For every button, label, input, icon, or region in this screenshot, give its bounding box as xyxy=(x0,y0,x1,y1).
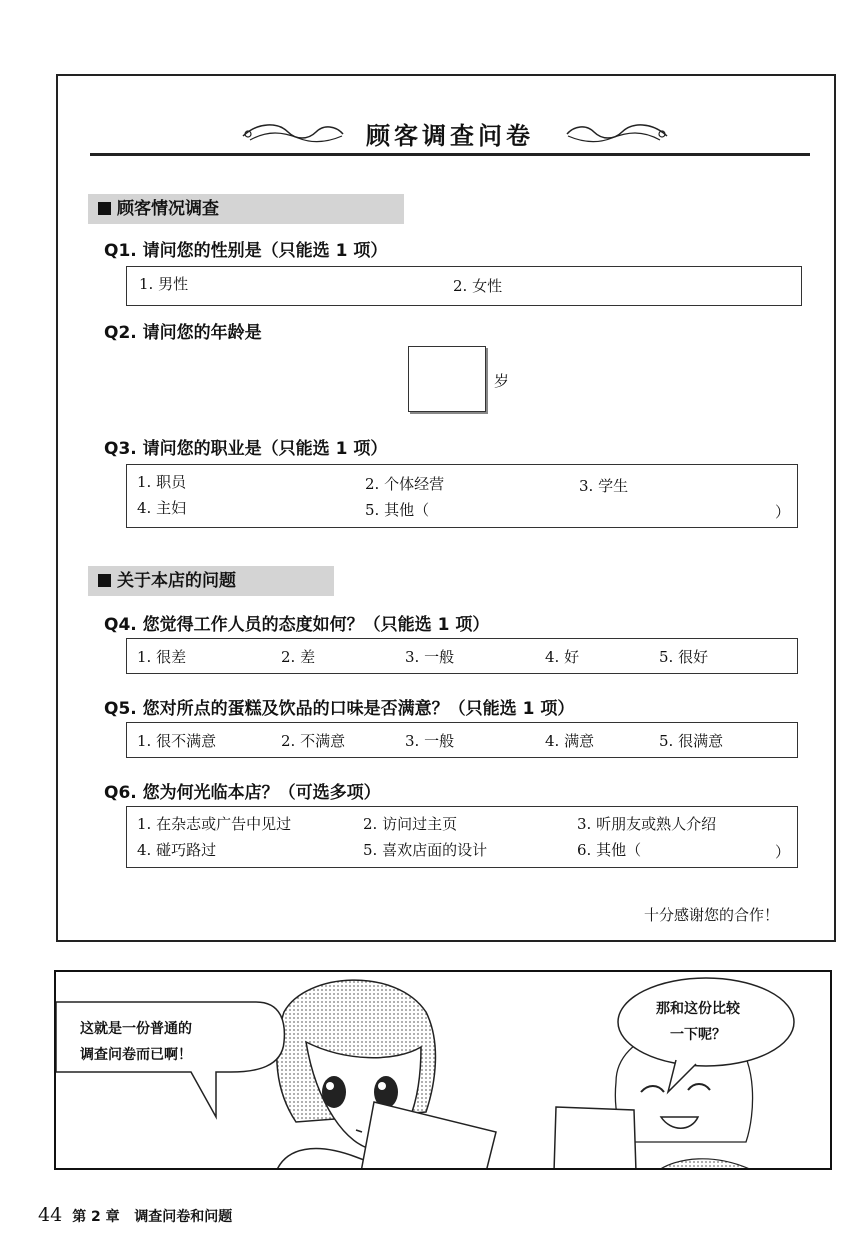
left-character-eye xyxy=(322,1076,346,1108)
q1-options-box xyxy=(126,266,802,306)
section-header-customer-info xyxy=(88,194,404,224)
q6-option[interactable]: 5. 喜欢店面的设计 xyxy=(363,841,488,859)
q5-option[interactable]: 1. 很不满意 xyxy=(137,732,217,750)
q4-options-box xyxy=(126,638,798,674)
left-bubble-line: 这就是一份普通的 xyxy=(80,1021,192,1037)
paper-right xyxy=(554,1107,636,1170)
q1-option[interactable]: 1. 男性 xyxy=(139,275,189,293)
q6-closing-paren: ） xyxy=(775,843,791,861)
q3-option-other[interactable]: 5. 其他（ xyxy=(365,501,430,519)
q4-option[interactable]: 4. 好 xyxy=(545,648,580,666)
q1-option[interactable]: 2. 女性 xyxy=(453,277,503,295)
page-footer xyxy=(38,1204,232,1226)
q4-option[interactable]: 5. 很好 xyxy=(659,648,709,666)
section-label: 顾客情况调查 xyxy=(117,199,219,219)
q5-option[interactable]: 5. 很满意 xyxy=(659,732,724,750)
q6-option[interactable]: 1. 在杂志或广告中见过 xyxy=(137,815,292,833)
q3-option[interactable]: 2. 个体经营 xyxy=(365,475,445,493)
q4-option[interactable]: 2. 差 xyxy=(281,648,316,666)
age-unit: 岁 xyxy=(494,372,510,390)
question-q6: Q6. 您为何光临本店？（可选多项） xyxy=(104,783,381,803)
q4-option[interactable]: 1. 很差 xyxy=(137,648,187,666)
q5-option[interactable]: 4. 满意 xyxy=(545,732,595,750)
section-header-store-questions xyxy=(88,566,334,596)
chapter-title: 调查问卷和问题 xyxy=(134,1209,233,1225)
chapter-number: 第 2 章 xyxy=(72,1209,120,1225)
q3-option[interactable]: 3. 学生 xyxy=(579,477,629,495)
square-bullet-icon xyxy=(98,574,111,587)
age-input-box[interactable] xyxy=(408,346,486,412)
q6-option[interactable]: 3. 听朋友或熟人介绍 xyxy=(577,815,717,833)
q3-option[interactable]: 4. 主妇 xyxy=(137,499,187,517)
question-q3: Q3. 请问您的职业是（只能选 1 项） xyxy=(104,439,388,459)
question-q4: Q4. 您觉得工作人员的态度如何？（只能选 1 项） xyxy=(104,615,490,635)
right-bubble-text xyxy=(656,996,740,1048)
q5-option[interactable]: 2. 不满意 xyxy=(281,732,346,750)
square-bullet-icon xyxy=(98,202,111,215)
page-title: 顾客调查问卷 xyxy=(366,122,534,150)
q6-option[interactable]: 2. 访问过主页 xyxy=(363,815,458,833)
comic-panel xyxy=(54,970,832,1170)
q3-closing-paren: ） xyxy=(775,503,791,521)
q3-option[interactable]: 1. 职员 xyxy=(137,473,187,491)
section-label: 关于本店的问题 xyxy=(117,571,236,591)
left-bubble-text xyxy=(80,1016,192,1068)
q4-option[interactable]: 3. 一般 xyxy=(405,648,455,666)
thanks-note: 十分感谢您的合作！ xyxy=(644,906,780,924)
q5-options-box xyxy=(126,722,798,758)
right-bubble-line: 一下呢？ xyxy=(670,1027,726,1043)
q5-option[interactable]: 3. 一般 xyxy=(405,732,455,750)
right-ornament-icon xyxy=(562,118,672,148)
question-q5: Q5. 您对所点的蛋糕及饮品的口味是否满意？（只能选 1 项） xyxy=(104,699,575,719)
q6-option[interactable]: 4. 碰巧路过 xyxy=(137,841,217,859)
q6-option-other[interactable]: 6. 其他（ xyxy=(577,841,642,859)
paper-left xyxy=(361,1102,496,1170)
question-q1: Q1. 请问您的性别是（只能选 1 项） xyxy=(104,241,388,261)
left-bubble-line: 调查问卷而已啊！ xyxy=(80,1047,192,1063)
right-bubble-line: 那和这份比较 xyxy=(656,1001,740,1017)
page-number: 44 xyxy=(38,1204,63,1226)
q6-options-box xyxy=(126,806,798,868)
title-divider xyxy=(90,153,810,156)
question-q2: Q2. 请问您的年龄是 xyxy=(104,323,262,343)
q3-options-box xyxy=(126,464,798,528)
